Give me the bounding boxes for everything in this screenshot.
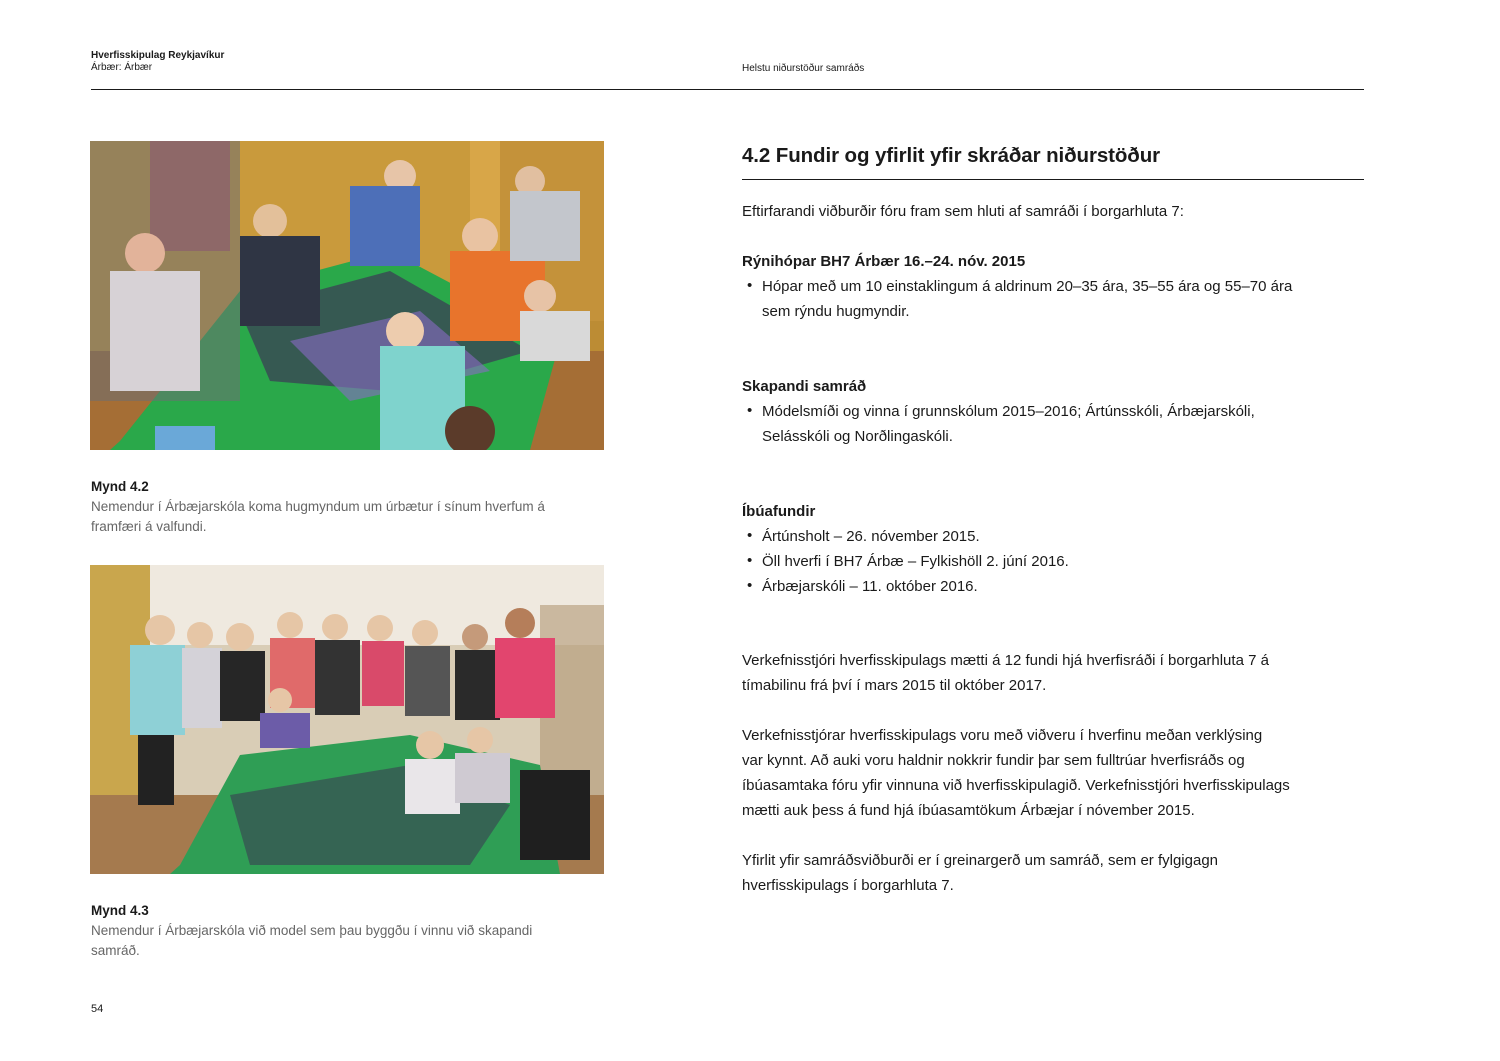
paragraph-meetings <box>742 648 1364 698</box>
caption-line: Nemendur í Árbæjarskóla koma hugmyndum um úrbætur í sínum hverfum á <box>91 499 545 514</box>
list-item-line: Öll hverfi í BH7 Árbæ – Fylkishöll 2. júní 2016. <box>762 553 1069 570</box>
list-item-line: Ártúnsholt – 26. nóvember 2015. <box>762 528 980 545</box>
section-title: Skapandi samráð <box>742 378 867 395</box>
paragraph-line: Yfirlit yfir samráðsviðburði er í greinargerð um samráð, sem er fylgigagn <box>742 852 1219 869</box>
list-item <box>742 274 1364 324</box>
list-item-line: Hópar með um 10 einstaklingum á aldrinum 20–35 ára, 35–55 ára og 55–70 ára <box>762 278 1293 295</box>
paragraph-presence <box>742 723 1364 823</box>
list-item-line: Módelsmíði og vinna í grunnskólum 2015–2016; Ártúnsskóli, Árbæjarskóli, <box>762 403 1255 420</box>
list-item <box>742 574 1364 599</box>
bullet-icon: • <box>747 402 753 419</box>
running-header <box>91 50 224 74</box>
figure-label: Mynd 4.3 <box>91 903 149 918</box>
caption-line: samráð. <box>91 943 140 958</box>
bullet-list <box>742 524 1364 599</box>
bullet-list <box>742 274 1364 324</box>
caption-line: framfæri á valfundi. <box>91 519 207 534</box>
figure-caption-1 <box>91 477 591 537</box>
section-heading: 4.2 Fundir og yfirlit yfir skráðar niðurstöður <box>742 144 1160 167</box>
header-divider <box>91 89 1364 90</box>
photo-students-at-model <box>90 141 604 450</box>
figure-label: Mynd 4.2 <box>91 479 149 494</box>
intro-text: Eftirfarandi viðburðir fóru fram sem hluti af samráði í borgarhluta 7: <box>742 203 1184 220</box>
paragraph-line: hverfisskipulags í borgarhluta 7. <box>742 877 954 894</box>
list-item <box>742 549 1364 574</box>
section-creative-consultation <box>742 374 1364 449</box>
bullet-icon: • <box>747 277 753 294</box>
bullet-list <box>742 399 1364 449</box>
section-title: Íbúafundir <box>742 503 816 520</box>
paragraph-line: mætti auk þess á fund hjá íbúasamtökum Árbæjar í nóvember 2015. <box>742 802 1195 819</box>
bullet-icon: • <box>747 552 753 569</box>
caption-line: Nemendur í Árbæjarskóla við model sem þau byggðu í vinnu við skapandi <box>91 923 533 938</box>
paragraph-overview <box>742 848 1364 898</box>
paragraph-line: var kynnt. Að auki voru haldnir nokkrir fundir þar sem fulltrúar hverfisráðs og <box>742 752 1245 769</box>
list-item-line: sem rýndu hugmyndir. <box>762 303 910 320</box>
list-item <box>742 399 1364 449</box>
heading-divider <box>742 179 1364 180</box>
paragraph-line: tímabilinu frá því í mars 2015 til október 2017. <box>742 677 1047 694</box>
section-title: Rýnihópar BH7 Árbær 16.–24. nóv. 2015 <box>742 253 1026 270</box>
section-resident-meetings <box>742 499 1364 599</box>
list-item-line: Árbæjarskóli – 11. október 2016. <box>762 578 978 595</box>
bullet-icon: • <box>747 577 753 594</box>
photo-1-illustration <box>90 141 604 450</box>
list-item-line: Selásskóli og Norðlingaskóli. <box>762 428 953 445</box>
photo-group-with-model <box>90 565 604 874</box>
photo-2-illustration <box>90 565 604 874</box>
list-item <box>742 524 1364 549</box>
section-header: Helstu niðurstöður samráðs <box>742 63 865 74</box>
paragraph-line: Verkefnisstjórar hverfisskipulags voru með viðveru í hverfinu meðan verklýsing <box>742 727 1263 744</box>
page-number: 54 <box>91 1003 104 1015</box>
paragraph-line: íbúasamtaka fóru yfir vinnuna við hverfisskipulagið. Verkefnisstjóri hverfisskipulags <box>742 777 1290 794</box>
section-focus-groups <box>742 249 1364 324</box>
figure-caption-2 <box>91 901 591 961</box>
paragraph-line: Verkefnisstjóri hverfisskipulags mætti á 12 fundi hjá hverfisráði í borgarhluta 7 á <box>742 652 1269 669</box>
bullet-icon: • <box>747 527 753 544</box>
publication-subtitle: Árbær: Árbær <box>91 62 153 73</box>
publication-title: Hverfisskipulag Reykjavíkur <box>91 50 225 61</box>
